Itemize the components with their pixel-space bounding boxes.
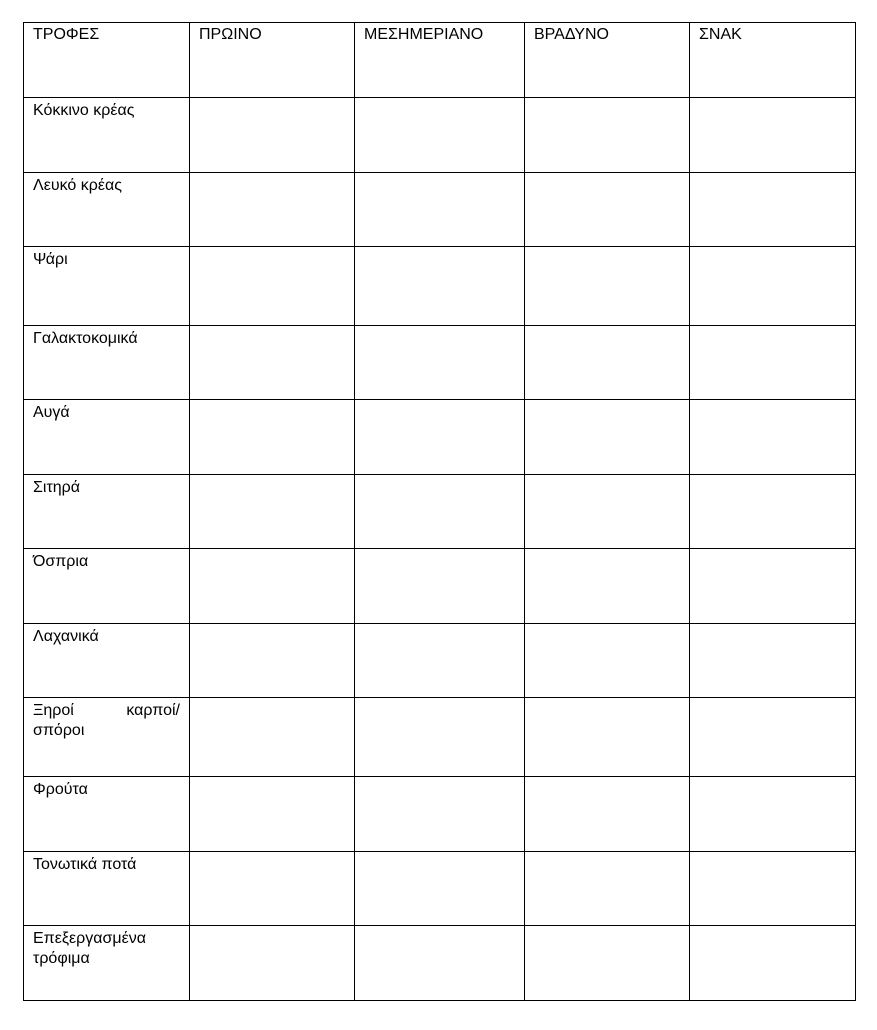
table-row (24, 400, 856, 475)
table-row (24, 926, 856, 1001)
header-lunch: ΜΕΣΗΜΕΡΙΑΝΟ (355, 23, 525, 98)
header-snack: ΣΝΑΚ (690, 23, 856, 98)
food-label: Αυγά (24, 400, 190, 475)
breakfast-cell[interactable] (190, 326, 355, 400)
food-label (24, 926, 190, 1001)
breakfast-cell[interactable] (190, 777, 355, 852)
snack-cell[interactable] (690, 549, 856, 624)
lunch-cell[interactable] (355, 400, 525, 475)
food-label (24, 698, 190, 777)
lunch-cell[interactable] (355, 852, 525, 926)
food-label-line1 (33, 701, 180, 721)
lunch-cell[interactable] (355, 247, 525, 326)
snack-cell[interactable] (690, 98, 856, 173)
dinner-cell[interactable] (525, 698, 690, 777)
lunch-cell[interactable] (355, 173, 525, 247)
lunch-cell[interactable] (355, 926, 525, 1001)
table-row (24, 549, 856, 624)
table-row (24, 624, 856, 698)
table-row (24, 777, 856, 852)
food-label-line1: Επεξεργασμένα (33, 930, 146, 947)
table-row (24, 326, 856, 400)
table-row (24, 98, 856, 173)
dinner-cell[interactable] (525, 400, 690, 475)
food-label: Κόκκινο κρέας (24, 98, 190, 173)
dinner-cell[interactable] (525, 173, 690, 247)
food-label-word: Ξηροί (33, 702, 74, 719)
snack-cell[interactable] (690, 326, 856, 400)
snack-cell[interactable] (690, 777, 856, 852)
food-label: Φρούτα (24, 777, 190, 852)
breakfast-cell[interactable] (190, 173, 355, 247)
dinner-cell[interactable] (525, 624, 690, 698)
food-label: Όσπρια (24, 549, 190, 624)
food-label: Τονωτικά ποτά (24, 852, 190, 926)
lunch-cell[interactable] (355, 624, 525, 698)
snack-cell[interactable] (690, 852, 856, 926)
lunch-cell[interactable] (355, 698, 525, 777)
header-dinner: ΒΡΑΔΥΝΟ (525, 23, 690, 98)
table-row (24, 698, 856, 777)
dinner-cell[interactable] (525, 247, 690, 326)
snack-cell[interactable] (690, 698, 856, 777)
lunch-cell[interactable] (355, 98, 525, 173)
breakfast-cell[interactable] (190, 247, 355, 326)
food-label: Σιτηρά (24, 475, 190, 549)
table-row (24, 475, 856, 549)
food-label: Γαλακτοκομικά (24, 326, 190, 400)
food-label-line2: τρόφιμα (33, 950, 90, 967)
dinner-cell[interactable] (525, 926, 690, 1001)
food-label-line2: σπόροι (33, 722, 85, 739)
snack-cell[interactable] (690, 173, 856, 247)
snack-cell[interactable] (690, 475, 856, 549)
food-label: Ψάρι (24, 247, 190, 326)
dinner-cell[interactable] (525, 549, 690, 624)
lunch-cell[interactable] (355, 326, 525, 400)
dinner-cell[interactable] (525, 326, 690, 400)
header-breakfast: ΠΡΩΙΝΟ (190, 23, 355, 98)
dinner-cell[interactable] (525, 852, 690, 926)
snack-cell[interactable] (690, 400, 856, 475)
lunch-cell[interactable] (355, 475, 525, 549)
breakfast-cell[interactable] (190, 98, 355, 173)
food-label: Λαχανικά (24, 624, 190, 698)
breakfast-cell[interactable] (190, 926, 355, 1001)
snack-cell[interactable] (690, 624, 856, 698)
breakfast-cell[interactable] (190, 624, 355, 698)
header-foods: ΤΡΟΦΕΣ (24, 23, 190, 98)
table-row (24, 173, 856, 247)
table-row (24, 247, 856, 326)
breakfast-cell[interactable] (190, 852, 355, 926)
lunch-cell[interactable] (355, 777, 525, 852)
snack-cell[interactable] (690, 247, 856, 326)
dinner-cell[interactable] (525, 475, 690, 549)
breakfast-cell[interactable] (190, 400, 355, 475)
food-diary-table (23, 22, 856, 1001)
breakfast-cell[interactable] (190, 698, 355, 777)
dinner-cell[interactable] (525, 98, 690, 173)
table-row (24, 852, 856, 926)
food-label: Λευκό κρέας (24, 173, 190, 247)
header-row (24, 23, 856, 98)
breakfast-cell[interactable] (190, 549, 355, 624)
lunch-cell[interactable] (355, 549, 525, 624)
dinner-cell[interactable] (525, 777, 690, 852)
breakfast-cell[interactable] (190, 475, 355, 549)
snack-cell[interactable] (690, 926, 856, 1001)
food-label-word: καρποί/ (126, 702, 180, 719)
